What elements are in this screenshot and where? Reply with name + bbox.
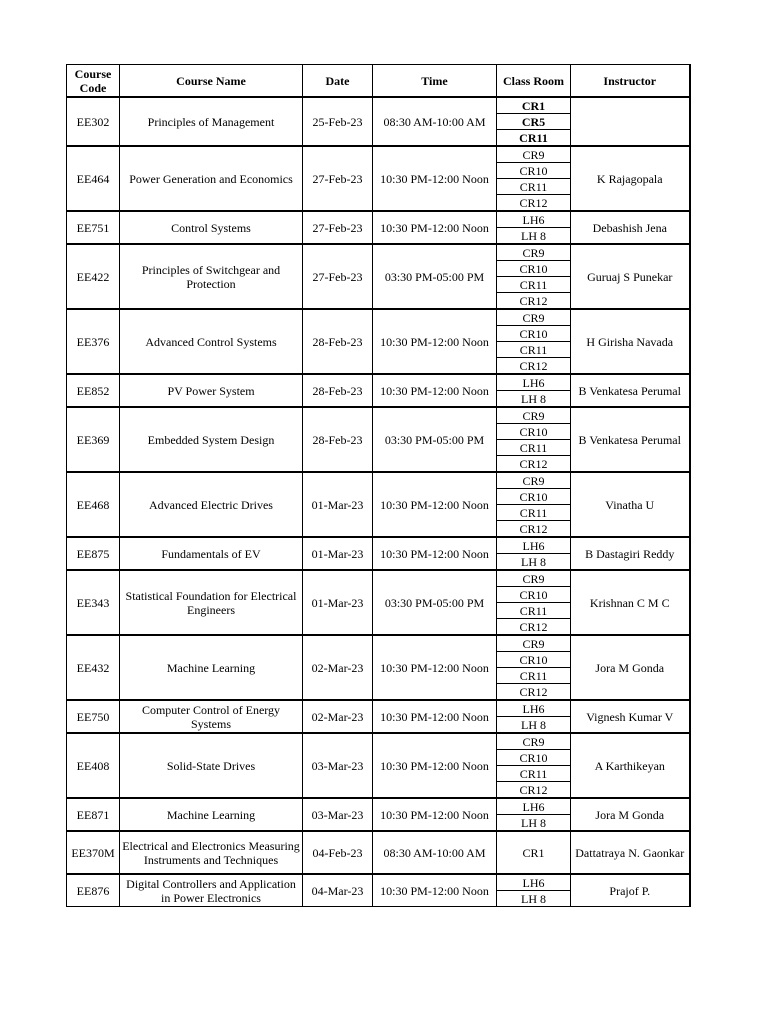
time-cell: 10:30 PM-12:00 Noon: [373, 374, 497, 407]
time-cell: 10:30 PM-12:00 Noon: [373, 146, 497, 211]
course-name-cell: PV Power System: [120, 374, 303, 407]
class-room-cell: LH 8: [497, 554, 571, 571]
course-name-cell: Control Systems: [120, 211, 303, 244]
class-room-cell: LH 8: [497, 391, 571, 408]
class-room-cell: LH6: [497, 374, 571, 391]
table-row: [67, 309, 690, 326]
course-name-cell: Principles of Management: [120, 97, 303, 146]
class-room-cell: CR10: [497, 424, 571, 440]
course-code-cell: EE369: [67, 407, 120, 472]
instructor-cell: Jora M Gonda: [571, 798, 690, 831]
course-code-cell: EE422: [67, 244, 120, 309]
class-room-cell: CR9: [497, 733, 571, 750]
class-room-cell: LH6: [497, 537, 571, 554]
class-room-cell: CR10: [497, 489, 571, 505]
table-row: [67, 472, 690, 489]
class-room-cell: CR11: [497, 179, 571, 195]
instructor-cell: Vinatha U: [571, 472, 690, 537]
course-code-cell: EE852: [67, 374, 120, 407]
class-room-cell: CR10: [497, 750, 571, 766]
date-cell: 02-Mar-23: [303, 700, 373, 733]
date-cell: 27-Feb-23: [303, 146, 373, 211]
class-room-cell: CR10: [497, 261, 571, 277]
class-room-cell: LH 8: [497, 891, 571, 907]
date-cell: 03-Mar-23: [303, 798, 373, 831]
time-cell: 08:30 AM-10:00 AM: [373, 831, 497, 874]
date-cell: 03-Mar-23: [303, 733, 373, 798]
instructor-cell: Jora M Gonda: [571, 635, 690, 700]
header-date: Date: [303, 65, 373, 98]
instructor-cell: Vignesh Kumar V: [571, 700, 690, 733]
class-room-cell: CR11: [497, 505, 571, 521]
class-room-cell: LH6: [497, 211, 571, 228]
class-room-cell: CR9: [497, 570, 571, 587]
class-room-cell: CR9: [497, 407, 571, 424]
table-row: [67, 700, 690, 717]
class-room-cell: CR1: [497, 97, 571, 114]
instructor-cell: Debashish Jena: [571, 211, 690, 244]
date-cell: 27-Feb-23: [303, 244, 373, 309]
class-room-cell: CR9: [497, 472, 571, 489]
table-row: [67, 798, 690, 815]
class-room-cell: CR11: [497, 130, 571, 147]
class-room-cell: CR12: [497, 782, 571, 799]
instructor-cell: Dattatraya N. Gaonkar: [571, 831, 690, 874]
course-name-cell: Embedded System Design: [120, 407, 303, 472]
class-room-cell: CR9: [497, 635, 571, 652]
class-room-cell: CR12: [497, 619, 571, 636]
instructor-cell: Prajof P.: [571, 874, 690, 907]
course-name-cell: Principles of Switchgear and Protection: [120, 244, 303, 309]
course-code-cell: EE750: [67, 700, 120, 733]
course-name-cell: Advanced Control Systems: [120, 309, 303, 374]
class-room-cell: CR12: [497, 358, 571, 375]
course-name-cell: Fundamentals of EV: [120, 537, 303, 570]
table-row: [67, 831, 690, 874]
course-code-cell: EE871: [67, 798, 120, 831]
instructor-cell: Guruaj S Punekar: [571, 244, 690, 309]
table-body: [67, 97, 690, 907]
instructor-cell: K Rajagopala: [571, 146, 690, 211]
course-name-cell: Digital Controllers and Application in Power Electronics: [120, 874, 303, 907]
class-room-cell: LH 8: [497, 717, 571, 734]
class-room-cell: CR11: [497, 603, 571, 619]
class-room-cell: CR10: [497, 587, 571, 603]
course-code-cell: EE875: [67, 537, 120, 570]
exam-schedule-table: [66, 64, 691, 907]
header-course-name: Course Name: [120, 65, 303, 98]
class-room-cell: CR10: [497, 326, 571, 342]
course-code-cell: EE468: [67, 472, 120, 537]
course-name-cell: Solid-State Drives: [120, 733, 303, 798]
time-cell: 03:30 PM-05:00 PM: [373, 570, 497, 635]
course-name-cell: Power Generation and Economics: [120, 146, 303, 211]
table-row: [67, 211, 690, 228]
course-name-cell: Statistical Foundation for Electrical Engineers: [120, 570, 303, 635]
table-row: [67, 733, 690, 750]
class-room-cell: CR11: [497, 440, 571, 456]
class-room-cell: LH 8: [497, 815, 571, 832]
table-row: [67, 874, 690, 891]
date-cell: 01-Mar-23: [303, 472, 373, 537]
class-room-cell: CR12: [497, 684, 571, 701]
time-cell: 03:30 PM-05:00 PM: [373, 244, 497, 309]
header-instructor: Instructor: [571, 65, 690, 98]
instructor-cell: A Karthikeyan: [571, 733, 690, 798]
class-room-cell: CR9: [497, 244, 571, 261]
class-room-cell: CR12: [497, 293, 571, 310]
class-room-cell: CR11: [497, 342, 571, 358]
course-code-cell: EE376: [67, 309, 120, 374]
time-cell: 10:30 PM-12:00 Noon: [373, 700, 497, 733]
time-cell: 10:30 PM-12:00 Noon: [373, 537, 497, 570]
course-code-cell: EE751: [67, 211, 120, 244]
course-name-cell: Machine Learning: [120, 635, 303, 700]
course-code-cell: EE432: [67, 635, 120, 700]
time-cell: 03:30 PM-05:00 PM: [373, 407, 497, 472]
table-row: [67, 146, 690, 163]
time-cell: 10:30 PM-12:00 Noon: [373, 733, 497, 798]
table-row: [67, 407, 690, 424]
class-room-cell: CR10: [497, 163, 571, 179]
class-room-cell: CR12: [497, 456, 571, 473]
table-row: [67, 97, 690, 114]
header-row: [67, 65, 690, 98]
date-cell: 25-Feb-23: [303, 97, 373, 146]
class-room-cell: CR11: [497, 766, 571, 782]
date-cell: 28-Feb-23: [303, 407, 373, 472]
date-cell: 02-Mar-23: [303, 635, 373, 700]
date-cell: 28-Feb-23: [303, 374, 373, 407]
table-row: [67, 374, 690, 391]
date-cell: 01-Mar-23: [303, 537, 373, 570]
class-room-cell: LH6: [497, 798, 571, 815]
course-name-cell: Advanced Electric Drives: [120, 472, 303, 537]
time-cell: 10:30 PM-12:00 Noon: [373, 798, 497, 831]
date-cell: 04-Mar-23: [303, 874, 373, 907]
class-room-cell: CR5: [497, 114, 571, 130]
date-cell: 28-Feb-23: [303, 309, 373, 374]
class-room-cell: LH6: [497, 874, 571, 891]
course-name-cell: Machine Learning: [120, 798, 303, 831]
class-room-cell: CR11: [497, 668, 571, 684]
date-cell: 27-Feb-23: [303, 211, 373, 244]
class-room-cell: CR11: [497, 277, 571, 293]
table-row: [67, 537, 690, 554]
table-row: [67, 570, 690, 587]
date-cell: 04-Feb-23: [303, 831, 373, 874]
course-code-cell: EE464: [67, 146, 120, 211]
header-class-room: Class Room: [497, 65, 571, 98]
instructor-cell: H Girisha Navada: [571, 309, 690, 374]
header-time: Time: [373, 65, 497, 98]
course-code-cell: EE343: [67, 570, 120, 635]
class-room-cell: CR10: [497, 652, 571, 668]
time-cell: 10:30 PM-12:00 Noon: [373, 211, 497, 244]
class-room-cell: LH 8: [497, 228, 571, 245]
class-room-cell: CR12: [497, 195, 571, 212]
class-room-cell: LH6: [497, 700, 571, 717]
course-name-cell: Computer Control of Energy Systems: [120, 700, 303, 733]
class-room-cell: CR9: [497, 146, 571, 163]
instructor-cell: B Venkatesa Perumal: [571, 374, 690, 407]
time-cell: 10:30 PM-12:00 Noon: [373, 309, 497, 374]
table-row: [67, 244, 690, 261]
course-code-cell: EE876: [67, 874, 120, 907]
time-cell: 10:30 PM-12:00 Noon: [373, 472, 497, 537]
course-code-cell: EE302: [67, 97, 120, 146]
table-row: [67, 635, 690, 652]
instructor-cell: B Venkatesa Perumal: [571, 407, 690, 472]
course-name-cell: Electrical and Electronics Measuring Instruments and Techniques: [120, 831, 303, 874]
class-room-cell: CR1: [497, 831, 571, 874]
course-code-cell: EE408: [67, 733, 120, 798]
instructor-cell: B Dastagiri Reddy: [571, 537, 690, 570]
time-cell: 10:30 PM-12:00 Noon: [373, 874, 497, 907]
class-room-cell: CR9: [497, 309, 571, 326]
date-cell: 01-Mar-23: [303, 570, 373, 635]
time-cell: 08:30 AM-10:00 AM: [373, 97, 497, 146]
header-course-code: Course Code: [67, 65, 120, 98]
time-cell: 10:30 PM-12:00 Noon: [373, 635, 497, 700]
instructor-cell: [571, 97, 690, 146]
class-room-cell: CR12: [497, 521, 571, 538]
course-code-cell: EE370M: [67, 831, 120, 874]
instructor-cell: Krishnan C M C: [571, 570, 690, 635]
